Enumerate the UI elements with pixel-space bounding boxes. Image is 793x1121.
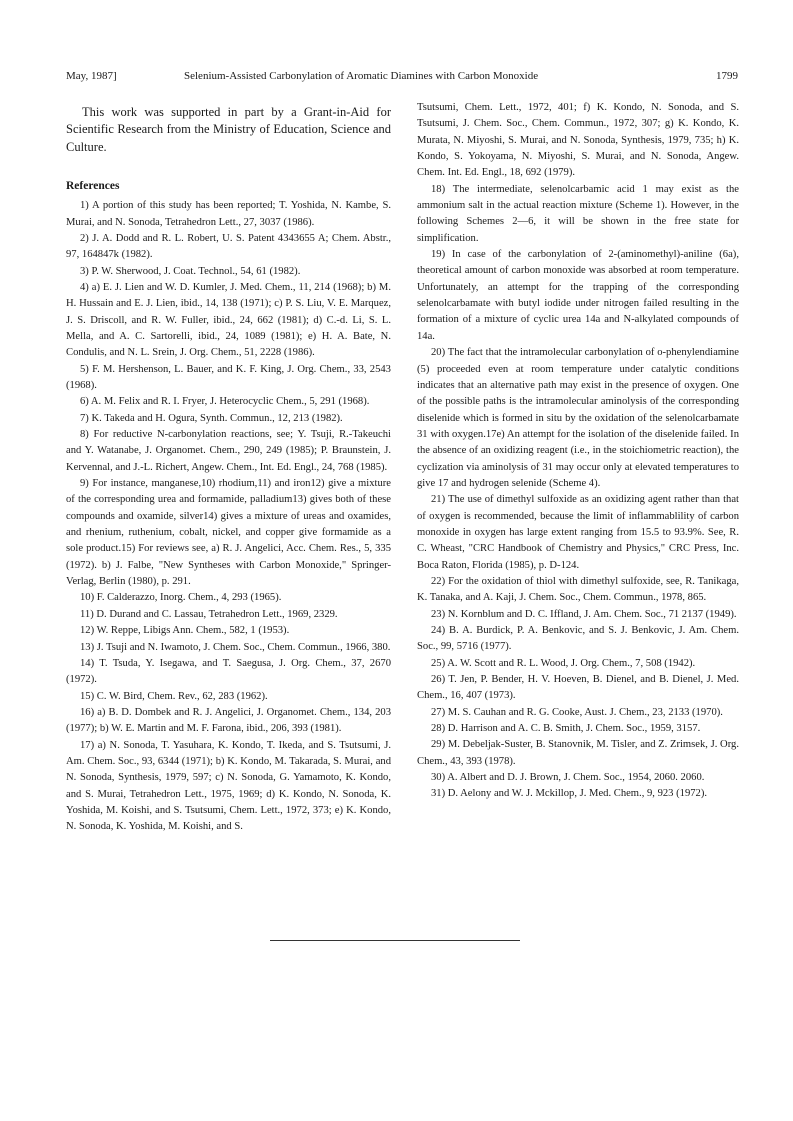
left-column (66, 100, 391, 836)
reference-item: 6) A. M. Felix and R. I. Fryer, J. Heterocyclic Chem., 5, 291 (1968). (80, 396, 370, 408)
running-header (66, 70, 738, 86)
end-rule (270, 940, 520, 941)
reference-item: 10) F. Calderazzo, Inorg. Chem., 4, 293 (1965). (80, 592, 282, 604)
reference-item: 20) The fact that the intramolecular carbonylation of o-phenylendiamine (5) proceeded even at room temperature under catalytic conditions indicates that an alternative path may exist in the presence of oxygen. One of the possible paths is the intramolecular aminolysis of the corresponding diselenide which is formed in situ by the oxidation of the selenolcarbamate 31 with oxygen.17e) An attempt for the isolation of the diselenide failed. In the absence of an oxidizing reagent (i.e., in the stoichiometric reaction), the cyclization via aminolysis of 31 may occur only at elevated temperatures to give 17 and hydrogen selenide (Scheme 4). (417, 347, 739, 489)
right-column (417, 100, 739, 803)
reference-item: 29) M. Debeljak-Suster, B. Stanovnik, M. Tisler, and Z. Zrimsek, J. Org. Chem., 43, 393 (1978). (417, 739, 739, 767)
reference-item: 13) J. Tsuji and N. Iwamoto, J. Chem. Soc., Chem. Commun., 1966, 380. (80, 641, 391, 653)
reference-item: 5) F. M. Hershenson, L. Bauer, and K. F. King, J. Org. Chem., 33, 2543 (1968). (66, 363, 391, 392)
reference-item: 14) T. Tsuda, Y. Isegawa, and T. Saegusa, J. Org. Chem., 37, 2670 (1972). (66, 657, 391, 686)
reference-item: 2) J. A. Dodd and R. L. Robert, U. S. Patent 4343655 A; Chem. Abstr., 97, 164847k (1982). (66, 232, 391, 261)
reference-item: 27) M. S. Cauhan and R. G. Cooke, Aust. J. Chem., 23, 2133 (1970). (431, 706, 723, 718)
reference-item: 15) C. W. Bird, Chem. Rev., 62, 283 (1962). (80, 690, 268, 702)
reference-item: 18) The intermediate, selenolcarbamic acid 1 may exist as the ammonium salt in the actual reaction mixture (Scheme 1). However, in the following Schemes 2—6, it will be shown in the free state for simplification. (417, 183, 739, 244)
reference-item: 28) D. Harrison and A. C. B. Smith, J. Chem. Soc., 1959, 3157. (431, 723, 701, 735)
reference-item: 1) A portion of this study has been reported; T. Yoshida, N. Kambe, S. Murai, and N. Sonoda, Tetrahedron Lett., 27, 3037 (1986). (66, 200, 391, 228)
reference-item: 31) D. Aelony and W. J. Mckillop, J. Med. Chem., 9, 923 (1972). (431, 788, 708, 800)
reference-item: 22) For the oxidation of thiol with dimethyl sulfoxide, see, R. Tanikaga, K. Tanaka, and A. Kaji, J. Chem. Soc., Chem. Commun., 1978, 865. (417, 575, 740, 604)
reference-list-right (417, 100, 739, 803)
reference-item: 11) D. Durand and C. Lassau, Tetrahedron Lett., 1969, 2329. (80, 608, 338, 620)
reference-item: 7) K. Takeda and H. Ogura, Synth. Commun., 12, 213 (1982). (80, 412, 343, 424)
reference-item: 24) B. A. Burdick, P. A. Benkovic, and S. J. Benkovic, J. Am. Chem. Soc., 99, 5716 (1977). (417, 625, 739, 653)
reference-item: 16) a) B. D. Dombek and R. J. Angelici, J. Organomet. Chem., 134, 203 (1977); b) W. E. Martin and M. F. Farona, ibid., 206, 393 (1981). (66, 706, 391, 735)
reference-continuation: Tsutsumi, Chem. Lett., 1972, 401; f) K. Kondo, N. Sonoda, and S. Tsutsumi, J. Chem. Soc., Chem. Commun., 1972, 307; g) K. Kondo, K. Murata, N. Miyoshi, S. Murai, and N. Sonoda, Synthesis, 1979, 735; h) K. Kondo, S. Yokoyama, N. Miyoshi, S. Murai, and N. Sonoda, Angew. Chem. Int. Ed. Engl., 18, 692 (1979). (417, 102, 739, 179)
reference-item: 23) N. Kornblum and D. C. Iffland, J. Am. Chem. Soc., 71 2137 (1949). (431, 608, 737, 620)
reference-item: 12) W. Reppe, Libigs Ann. Chem., 582, 1 (1953). (80, 625, 290, 637)
header-date: May, 1987] (66, 70, 117, 82)
header-title: Selenium-Assisted Carbonylation of Aromatic Diamines with Carbon Monoxide (184, 70, 539, 82)
page-number: 1799 (716, 70, 738, 82)
reference-item: 25) A. W. Scott and R. L. Wood, J. Org. Chem., 7, 508 (1942). (431, 657, 696, 669)
acknowledgment: This work was supported in part by a Grant-in-Aid for Scientific Research from the Ministry of Education, Science and Culture. (66, 105, 391, 154)
reference-list-left (66, 198, 391, 835)
reference-item: 21) The use of dimethyl sulfoxide as an oxidizing agent rather than that of oxygen is recommended, because the limit of inflammablility of carbon monoxide in oxygen has large extent ranging from 15.5 to 93.9%. See, R. C. Wheast, "CRC Handbook of Chemistry and Physics," CRC Press, Inc. Boca Raton, Florida (1985), p. D-124. (417, 494, 739, 571)
reference-item: 26) T. Jen, P. Bender, H. V. Hoeven, B. Dienel, and B. Dienel, J. Med. Chem., 16, 407 (1973). (417, 674, 739, 702)
reference-item: 17) a) N. Sonoda, T. Yasuhara, K. Kondo, T. Ikeda, and S. Tsutsumi, J. Am. Chem. Soc., 93, 6344 (1971); b) K. Kondo, M. Takarada, S. Murai, and N. Sonoda, Synthesis, 1979, 597; c) N. Sonoda, G. Yamamoto, K. Kondo, and S. Murai, Tetrahedron Lett., 1975, 1969; d) K. Kondo, N. Sonoda, K. Yoshida, M. Koishi, and S. Tsutsumi, Chem. Lett., 1972, 373; e) K. Kondo, N. Sonoda, K. Yoshida, M. Koishi, and S. (66, 739, 391, 833)
reference-item: 30) A. Albert and D. J. Brown, J. Chem. Soc., 1954, 2060. 2060. (431, 772, 705, 784)
reference-item: 19) In case of the carbonylation of 2-(aminomethyl)-aniline (6a), theoretical amount of carbon monoxide was absorbed at room temperature. Unfortunately, an attempt for the trapping of the corresponding selenolcarbamate with butyl iodide under nitrogen failed resulting in the formation of a mixture of cyclic urea 14a and N-alkylated compounds of 14a. (417, 249, 739, 342)
reference-item: 4) a) E. J. Lien and W. D. Kumler, J. Med. Chem., 11, 214 (1968); b) M. H. Hussain and E. J. Lien, ibid., 14, 138 (1971); c) P. S. Liu, V. E. Marquez, J. S. Driscoll, and R. W. Fuller, ibid., 24, 662 (1981); d) C.-d. Li, S. L. Mella, and A. C. Sartorelli, ibid., 24, 1089 (1981); e) H. A. Bate, N. Condulis, and N. L. Srein, J. Org. Chem., 51, 2228 (1986). (66, 281, 391, 359)
reference-item: 3) P. W. Sherwood, J. Coat. Technol., 54, 61 (1982). (80, 265, 301, 277)
reference-item: 9) For instance, manganese,10) rhodium,11) and iron12) give a mixture of the corresponding urea and formamide, palladium13) gives both of these compounds and oxamide, silver14) gives a mixture of ureas and oxamides, and rhenium, ruthenium, cobalt, nickel, and copper give formamide as a sole product.15) For reviews see, a) R. J. Angelici, Acc. Chem. Res., 5, 335 (1972). b) J. Falbe, "New Syntheses with Carbon Monoxide," Springer-Verlag, Berlin (1980), p. 291. (66, 478, 391, 588)
reference-item: 8) For reductive N-carbonylation reactions, see; Y. Tsuji, R.-Takeuchi and Y. Watanabe, J. Organomet. Chem., 290, 249 (1985); P. Braunstein, J. Kervennal, and J.-L. Richert, Angew. Chem., Int. Ed. Engl., 24, 768 (1985). (66, 429, 391, 473)
references-heading: References (66, 179, 120, 192)
